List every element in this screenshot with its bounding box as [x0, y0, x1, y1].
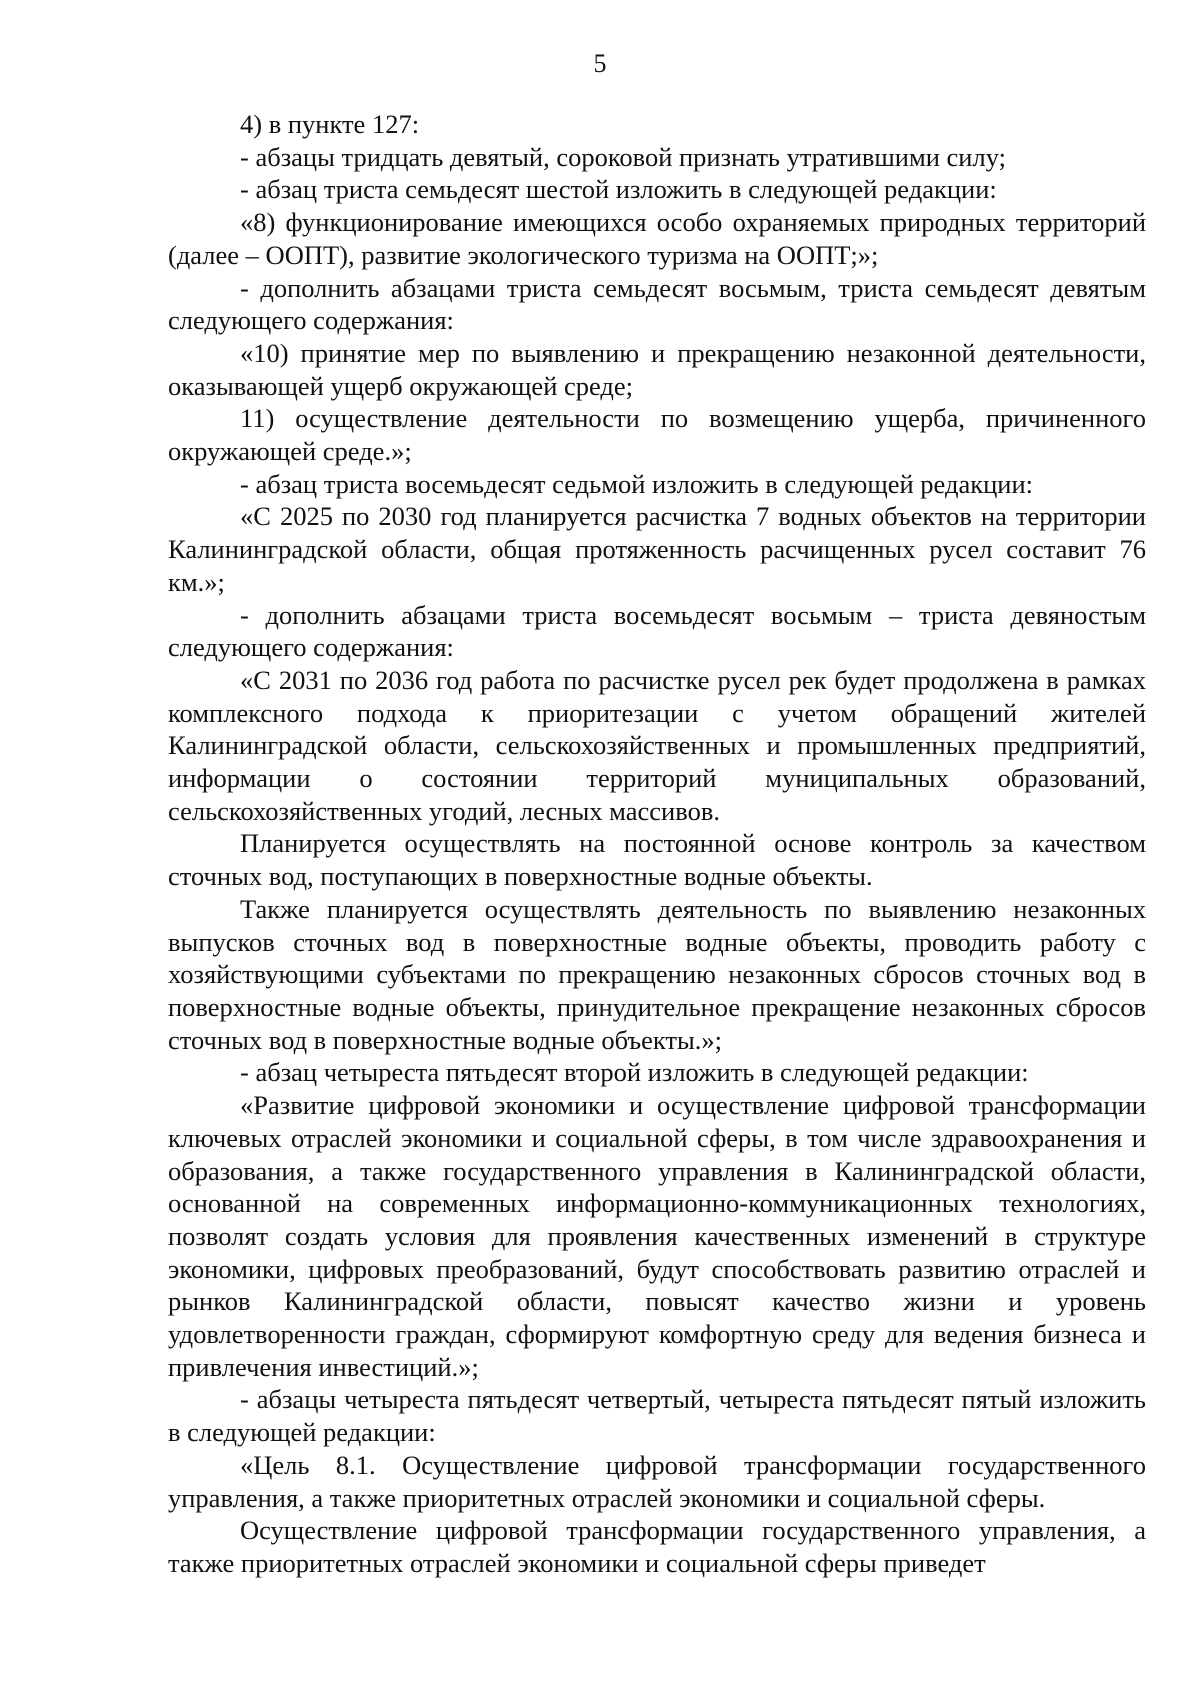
- paragraph: - абзацы тридцать девятый, сороковой признать утратившими силу;: [240, 141, 1006, 172]
- paragraph: «8) функционирование имеющихся особо охраняемых природных территорий (далее – ООПТ), развитие экологического туризма на ООПТ;»;: [168, 207, 1146, 270]
- paragraph: - дополнить абзацами триста восемьдесят восьмым – триста девяностым следующего содержания:: [168, 599, 1146, 663]
- paragraph: «С 2031 по 2036 год работа по расчистке русел рек будет продолжена в рамках комплексного подхода к приоритезации с учетом обращений жителей Калининградской области, сельскохозяйственных и промышленных предприятий, информации о состоянии территорий муниципальных образований, сельскохозяйственных угодий, лесных массивов.: [168, 664, 1146, 826]
- document-body: [168, 108, 1146, 1580]
- paragraph: Также планируется осуществлять деятельность по выявлению незаконных выпусков сточных вод в поверхностные водные объекты, проводить работу с хозяйствующими субъектами по прекращению незаконных сбросов сточных вод в поверхностные водные объекты, принудительное прекращение незаконных сбросов сточных вод в поверхностные водные объекты.»;: [168, 893, 1146, 1055]
- paragraph: «Развитие цифровой экономики и осуществление цифровой трансформации ключевых отраслей экономики и социальной сферы, в том числе здравоохранения и образования, а также государственного управления в Калининградской области, основанной на современных информационно-коммуникационных технологиях, позволят создать условия для проявления качественных изменений в структуре экономики, цифровых преобразований, будут способствовать развитию отраслей и рынков Калининградской области, повысят качество жизни и уровень удовлетворенности граждан, сформируют комфортную среду для ведения бизнеса и привлечения инвестиций.»;: [168, 1090, 1146, 1382]
- paragraph: «С 2025 по 2030 год планируется расчистка 7 водных объектов на территории Калининградской области, общая протяженность расчищенных русел составит 76 км.»;: [168, 501, 1146, 597]
- paragraph: - абзац триста семьдесят шестой изложить в следующей редакции:: [240, 174, 997, 205]
- paragraph: «Цель 8.1. Осуществление цифровой трансформации государственного управления, а также приоритетных отраслей экономики и социальной сферы.: [168, 1449, 1146, 1513]
- paragraph: Планируется осуществлять на постоянной основе контроль за качеством сточных вод, поступающих в поверхностные водные объекты.: [168, 828, 1146, 892]
- paragraph: - абзацы четыреста пятьдесят четвертый, четыреста пятьдесят пятый изложить в следующей редакции:: [168, 1384, 1146, 1448]
- paragraph: Осуществление цифровой трансформации государственного управления, а также приоритетных отраслей экономики и социальной сферы приведет: [168, 1515, 1146, 1578]
- paragraph: - абзац четыреста пятьдесят второй изложить в следующей редакции:: [240, 1057, 1029, 1088]
- paragraph: 4) в пункте 127:: [240, 109, 420, 139]
- paragraph: - абзац триста восемьдесят седьмой изложить в следующей редакции:: [240, 468, 1033, 499]
- paragraph: 11) осуществление деятельности по возмещению ущерба, причиненного окружающей среде.»;: [168, 403, 1146, 467]
- paragraph: «10) принятие мер по выявлению и прекращению незаконной деятельности, оказывающей ущерб окружающей среде;: [168, 337, 1146, 401]
- paragraph: - дополнить абзацами триста семьдесят восьмым, триста семьдесят девятым следующего содержания:: [168, 272, 1146, 336]
- page-number: 5: [593, 49, 607, 78]
